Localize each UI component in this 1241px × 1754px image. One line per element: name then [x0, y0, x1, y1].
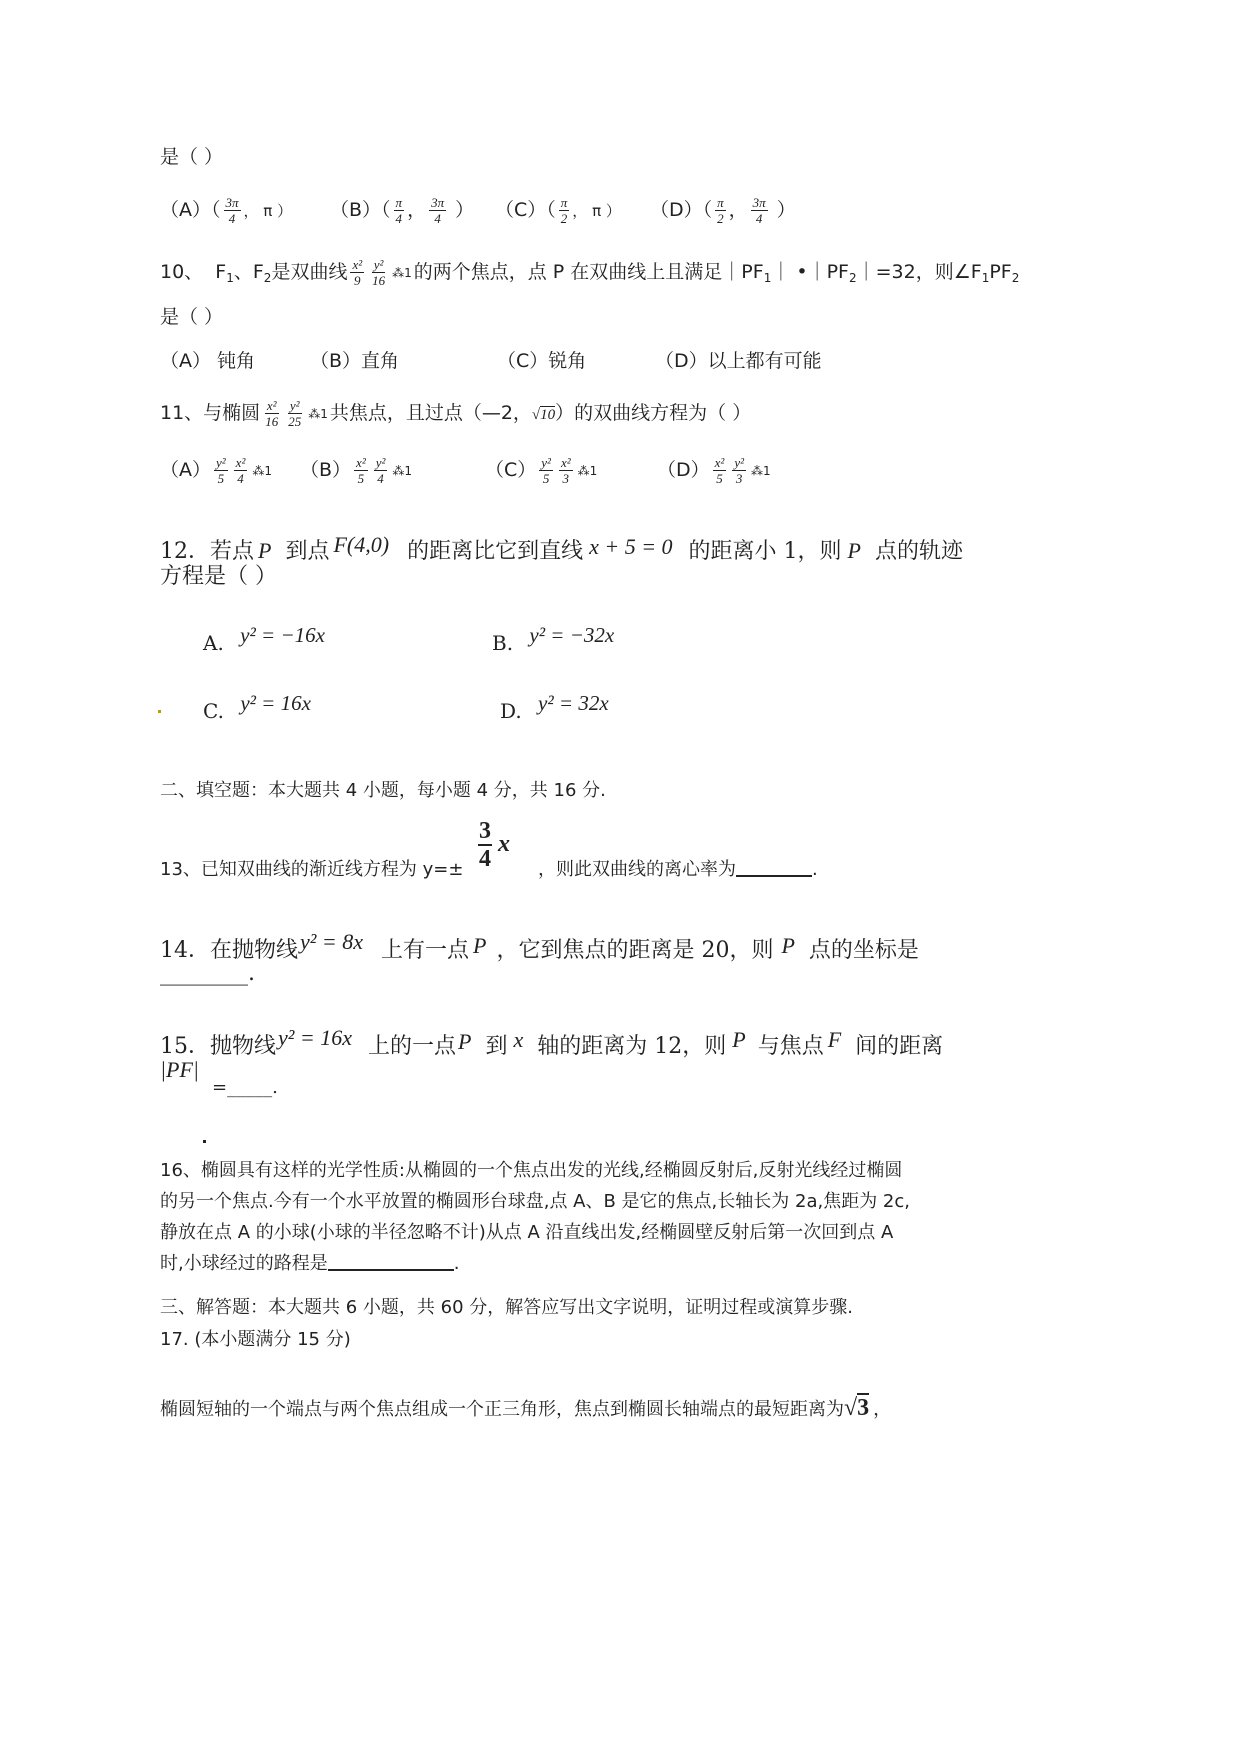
q15-line2: |PF| =_____.	[160, 1057, 278, 1098]
option-c: （C）（ $\frac{\pi}{2}$ ， π ）	[495, 195, 621, 226]
formula: y² = 16x	[278, 1025, 352, 1050]
formula: 3 4	[479, 818, 491, 872]
formula: |PF|	[160, 1057, 199, 1082]
stray-mark	[203, 1140, 206, 1143]
section-3-heading: 三、解答题：本大题共 6 小题，共 60 分，解答应写出文字说明，证明过程或演算步骤.	[160, 1297, 853, 1318]
option-a: （A） 钝角	[160, 350, 256, 372]
q10-options	[160, 349, 860, 373]
formula: $\frac{\text{y²}}{25}$	[288, 398, 302, 429]
q14-blank: ________.	[160, 961, 255, 986]
option-b: （B）（ $\frac{\pi}{4}$ ， $\frac{3\pi}{4}$ ）	[330, 195, 475, 226]
q11-options	[160, 448, 860, 492]
option-d: （D）以上都有可能	[655, 350, 822, 372]
formula: $\frac{\text{x²}}{16}$	[265, 398, 279, 429]
formula: √3	[844, 1395, 870, 1421]
q12-line2: 方程是（ ）	[160, 564, 277, 589]
formula: $\frac{\text{x²}}{9}$	[352, 257, 363, 288]
formula: F(4,0)	[333, 532, 390, 557]
option-d: （D）（ $\frac{\pi}{2}$ ， $\frac{3\pi}{4}$ ）	[650, 195, 796, 226]
option-b: （B）直角	[310, 350, 400, 372]
option-a: （A）（ $\frac{3\pi}{4}$ ， π ）	[160, 195, 293, 226]
option-d: （D） $\frac{\text{x²}}{5}$ $\frac{\text{y²}}{3}$ ⁂1	[657, 455, 771, 486]
q12-option-a: A. y² = −16x	[203, 623, 325, 655]
q9-tail: 是（ ）	[160, 146, 224, 168]
q12-stem: 12．若点 P 到点 F(4,0) 的距离比它到直线 x + 5 = 0 的距离小 1，则 P 点的轨迹	[160, 532, 964, 564]
q12-option-c: C. y² = 16x	[203, 691, 311, 723]
option-b: （B） $\frac{\text{x²}}{5}$ $\frac{\text{y²}}{4}$ ⁂1	[300, 455, 413, 486]
section-2-heading: 二、填空题：本大题共 4 小题，每小题 4 分，共 16 分.	[160, 780, 606, 801]
q15-stem: 15．抛物线y² = 16x 上的一点P 到 x 轴的距离为 12，则 P 与焦点 F 间的距离	[160, 1025, 944, 1059]
formula: x + 5 = 0	[589, 534, 673, 559]
q14-stem: 14．在抛物线y² = 8x 上有一点 P ，它到焦点的距离是 20，则 P 点的坐标是	[160, 929, 919, 963]
formula: y² = 8x	[300, 929, 363, 954]
formula: P	[258, 538, 272, 563]
stray-mark	[158, 710, 161, 713]
q10-stem: 10、 $F_1$、$F_2$是双曲线 $\frac{\text{x²}}{9}$ $\frac{\text{y²}}{16}$ ⁂1 的两个焦点，点 P 在双曲线上且满足$|PF_1|$ $•|PF_2|=32$，则$\angle F_1PF_2$	[160, 257, 1020, 288]
q12-option-d: D. y² = 32x	[500, 691, 609, 723]
q12-option-b: B. y² = −32x	[492, 623, 615, 655]
q17-stem: 椭圆短轴的一个端点与两个焦点组成一个正三角形，焦点到椭圆长轴端点的最短距离为√3 ，	[160, 1395, 892, 1421]
q16: 16、椭圆具有这样的光学性质:从椭圆的一个焦点出发的光线,经椭圆反射后,反射光线经过椭圆 的另一个焦点.今有一个水平放置的椭圆形台球盘,点 A、B 是它的焦点,长轴长为 2a,焦距为 2c, 静放在点 A 的小球(小球的半径忽略不计)从点 A 沿直线出发,经椭圆壁反射后第一次回到点 A 时,小球经过的路程是 .	[160, 1160, 910, 1274]
option-a: （A） $\frac{\text{y²}}{5}$ $\frac{\text{x²}}{4}$ ⁂1	[160, 455, 272, 486]
q10-tail: 是（ ）	[160, 306, 224, 328]
q17-heading: 17. (本小题满分 15 分)	[160, 1329, 351, 1350]
option-c: （C）锐角	[497, 350, 587, 372]
formula: $\frac{\text{y²}}{16}$	[372, 257, 386, 288]
option-c: （C） $\frac{\text{y²}}{5}$ $\frac{\text{x²}}{3}$ ⁂1	[485, 455, 598, 486]
q11-stem: 11、与椭圆 $\frac{\text{x²}}{16}$ $\frac{\text{y²}}{25}$ ⁂1 共焦点，且过点（—2，√10）的双曲线方程为（ ）	[160, 398, 752, 429]
